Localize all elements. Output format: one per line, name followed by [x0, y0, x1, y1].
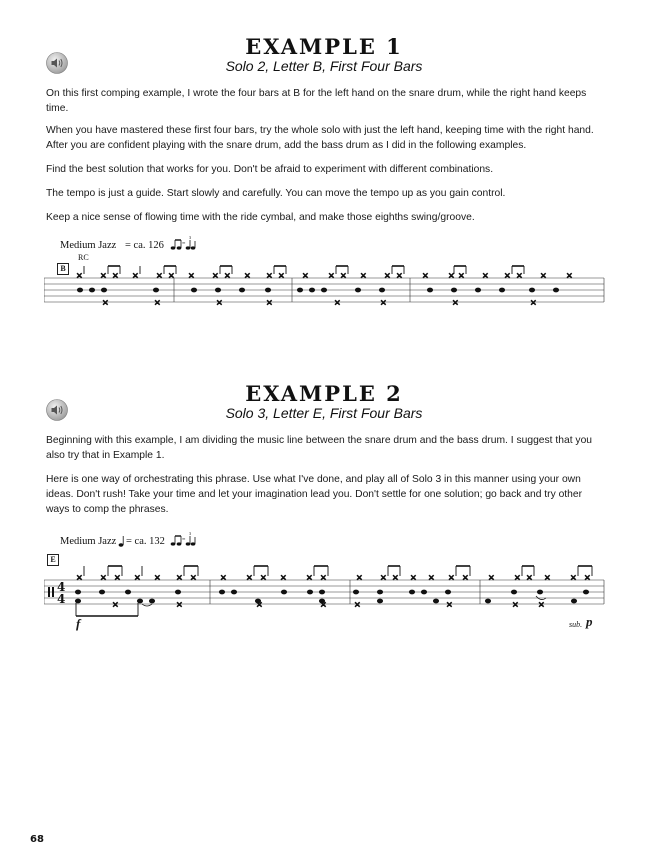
svg-text:×: ×	[504, 271, 511, 280]
svg-text:×: ×	[380, 298, 387, 307]
svg-text:×: ×	[154, 298, 161, 307]
example-1-title: EXAMPLE 1	[245, 34, 403, 59]
svg-text:×: ×	[566, 271, 573, 280]
svg-text:×: ×	[446, 600, 453, 609]
swing-feel-icon	[170, 236, 196, 252]
svg-text:×: ×	[452, 298, 459, 307]
svg-text:×: ×	[584, 573, 591, 582]
svg-text:×: ×	[512, 600, 519, 609]
svg-text:×: ×	[112, 271, 119, 280]
svg-text:×: ×	[260, 573, 267, 582]
svg-text:×: ×	[306, 573, 313, 582]
svg-text:×: ×	[428, 573, 435, 582]
svg-text:×: ×	[320, 600, 327, 609]
svg-text:×: ×	[266, 271, 273, 280]
svg-text:×: ×	[134, 573, 141, 582]
svg-text:×: ×	[514, 573, 521, 582]
svg-text:×: ×	[462, 573, 469, 582]
svg-text:×: ×	[530, 298, 537, 307]
page-number: 68	[30, 834, 44, 845]
example-2-paragraph-2: Here is one way of orchestrating this phrase. Use what I've done, and play all of Solo 3 in this manner using your own ideas. Don't rush! Take your time and let your imagination lead you. Don't settle for one solution; go back and try other ways to comp the phrases.	[46, 474, 583, 515]
svg-text:×: ×	[188, 271, 195, 280]
svg-text:×: ×	[448, 573, 455, 582]
example-2-tempo-mark: = ca. 132	[126, 536, 165, 547]
svg-text:×: ×	[76, 271, 83, 280]
svg-text:=: =	[182, 537, 186, 543]
svg-text:×: ×	[340, 271, 347, 280]
dynamic-forte: f	[76, 616, 81, 631]
svg-text:×: ×	[396, 271, 403, 280]
svg-text:×: ×	[448, 271, 455, 280]
svg-text:×: ×	[540, 271, 547, 280]
svg-text:×: ×	[220, 573, 227, 582]
svg-text:×: ×	[114, 573, 121, 582]
example-1-paragraph-1: On this first comping example, I wrote the four bars at B for the left hand on the snare drum, while the right hand keeps time.	[46, 88, 587, 114]
svg-text:×: ×	[76, 573, 83, 582]
swing-feel-icon	[170, 532, 196, 548]
svg-text:×: ×	[132, 271, 139, 280]
svg-text:×: ×	[422, 271, 429, 280]
svg-text:×: ×	[354, 600, 361, 609]
svg-text:×: ×	[482, 271, 489, 280]
svg-text:×: ×	[100, 573, 107, 582]
svg-text:×: ×	[328, 271, 335, 280]
example-1-paragraph-4: The tempo is just a guide. Start slowly and carefully. You can move the tempo up as you gain control.	[46, 188, 506, 199]
svg-text:×: ×	[246, 573, 253, 582]
svg-text:×: ×	[278, 271, 285, 280]
svg-text:×: ×	[392, 573, 399, 582]
example-1-staff	[44, 260, 608, 320]
svg-text:×: ×	[190, 573, 197, 582]
svg-text:×: ×	[570, 573, 577, 582]
svg-text:×: ×	[244, 271, 251, 280]
dynamic-sub-label: sub.	[569, 620, 583, 629]
svg-text:×: ×	[380, 573, 387, 582]
svg-text:×: ×	[516, 271, 523, 280]
svg-text:3: 3	[189, 532, 191, 536]
example-1-tempo-style: Medium Jazz	[60, 240, 117, 251]
svg-text:×: ×	[102, 298, 109, 307]
svg-text:×: ×	[538, 600, 545, 609]
svg-text:×: ×	[212, 271, 219, 280]
svg-text:×: ×	[176, 573, 183, 582]
svg-text:×: ×	[216, 298, 223, 307]
svg-text:×: ×	[176, 600, 183, 609]
example-2-subtitle: Solo 3, Letter E, First Four Bars	[225, 405, 423, 421]
dynamic-piano: p	[586, 614, 593, 629]
svg-text:4: 4	[57, 580, 66, 594]
svg-text:×: ×	[526, 573, 533, 582]
svg-text:×: ×	[112, 600, 119, 609]
svg-text:×: ×	[168, 271, 175, 280]
svg-text:×: ×	[156, 271, 163, 280]
svg-text:×: ×	[384, 271, 391, 280]
svg-text:×: ×	[280, 573, 287, 582]
svg-text:=: =	[182, 241, 186, 247]
svg-text:×: ×	[458, 271, 465, 280]
example-1-rehearsal-mark: B	[57, 263, 69, 275]
svg-text:×: ×	[100, 271, 107, 280]
svg-text:×: ×	[488, 573, 495, 582]
example-2-tempo-style: Medium Jazz	[60, 536, 117, 547]
example-1-subtitle: Solo 2, Letter B, First Four Bars	[225, 58, 423, 74]
example-2-title: EXAMPLE 2	[245, 381, 403, 406]
svg-text:×: ×	[360, 271, 367, 280]
example-2-paragraph-1: Beginning with this example, I am dividing the music line between the snare drum and the bass drum. I suggest that you also try that in Example 1.	[46, 435, 593, 461]
svg-text:×: ×	[256, 600, 263, 609]
svg-text:3: 3	[189, 236, 191, 240]
example-1-instrument-label: RC	[78, 253, 89, 262]
svg-text:×: ×	[154, 573, 161, 582]
svg-text:×: ×	[320, 573, 327, 582]
quarter-note-icon	[118, 534, 126, 548]
svg-text:×: ×	[410, 573, 417, 582]
svg-text:×: ×	[266, 298, 273, 307]
speaker-icon[interactable]	[46, 52, 68, 74]
example-1-paragraph-5: Keep a nice sense of flowing time with the ride cymbal, and make those eighths swing/groove.	[46, 212, 475, 223]
example-1-paragraph-3: Find the best solution that works for you. Don't be afraid to experiment with different combinations.	[46, 164, 494, 175]
speaker-icon[interactable]	[46, 399, 68, 421]
svg-text:4: 4	[57, 592, 66, 606]
example-2-rehearsal-mark: E	[47, 554, 59, 566]
svg-text:×: ×	[544, 573, 551, 582]
svg-text:×: ×	[302, 271, 309, 280]
example-1-tempo-mark: = ca. 126	[125, 240, 164, 251]
example-2-staff	[44, 558, 608, 630]
svg-text:×: ×	[334, 298, 341, 307]
svg-text:×: ×	[224, 271, 231, 280]
svg-text:×: ×	[356, 573, 363, 582]
example-1-paragraph-2: When you have mastered these first four bars, try the whole solo with just the left hand, keeping time with the right hand. After you are confident playing with the snare drum, add the bass drum as I did in the following examples.	[46, 125, 594, 151]
